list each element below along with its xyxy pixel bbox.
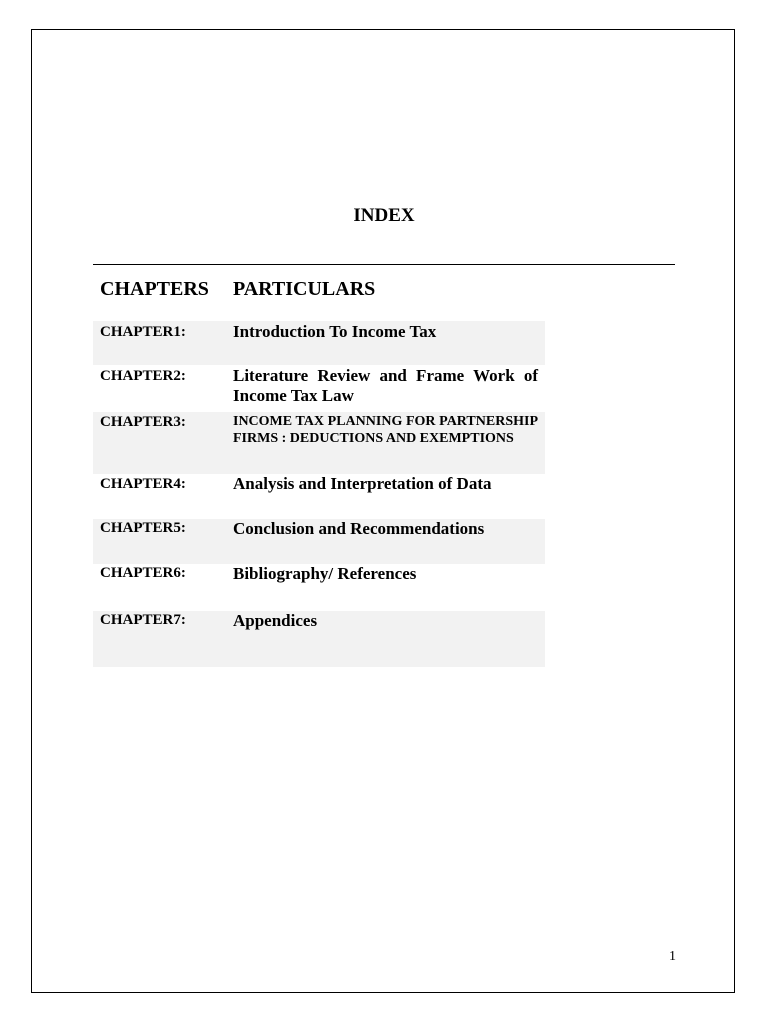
chapter-title: Literature Review and Frame Work of Income Tax Law [233, 366, 538, 405]
table-row [93, 611, 545, 667]
chapter-number: CHAPTER2: [100, 368, 186, 384]
chapter-title: Introduction To Income Tax [233, 322, 437, 341]
chapter-title: Bibliography/ References [233, 564, 417, 583]
chapter-title: Conclusion and Recommendations [233, 519, 485, 538]
chapter-number: CHAPTER6: [100, 565, 186, 581]
table-row [93, 412, 545, 474]
header-particulars: PARTICULARS [233, 278, 376, 300]
chapter-number: CHAPTER3: [100, 414, 186, 430]
table-row [93, 365, 545, 412]
chapter-number: CHAPTER5: [100, 520, 186, 536]
chapter-title: Analysis and Interpretation of Data [233, 474, 492, 493]
chapter-title: Appendices [233, 611, 318, 630]
header-chapters: CHAPTERS [100, 278, 209, 300]
document-title: INDEX [353, 205, 415, 226]
table-row [93, 474, 545, 519]
index-table-header [93, 276, 545, 302]
chapter-number: CHAPTER4: [100, 476, 186, 492]
chapter-number: CHAPTER7: [100, 612, 186, 628]
horizontal-rule [93, 264, 675, 265]
page-number: 1 [669, 949, 676, 964]
table-row [93, 519, 545, 564]
table-row [93, 564, 545, 611]
table-row [93, 321, 545, 365]
chapter-number: CHAPTER1: [100, 324, 186, 340]
chapter-title: INCOME TAX PLANNING FOR PARTNERSHIP FIRMS : DEDUCTIONS AND EXEMPTIONS [233, 414, 538, 446]
